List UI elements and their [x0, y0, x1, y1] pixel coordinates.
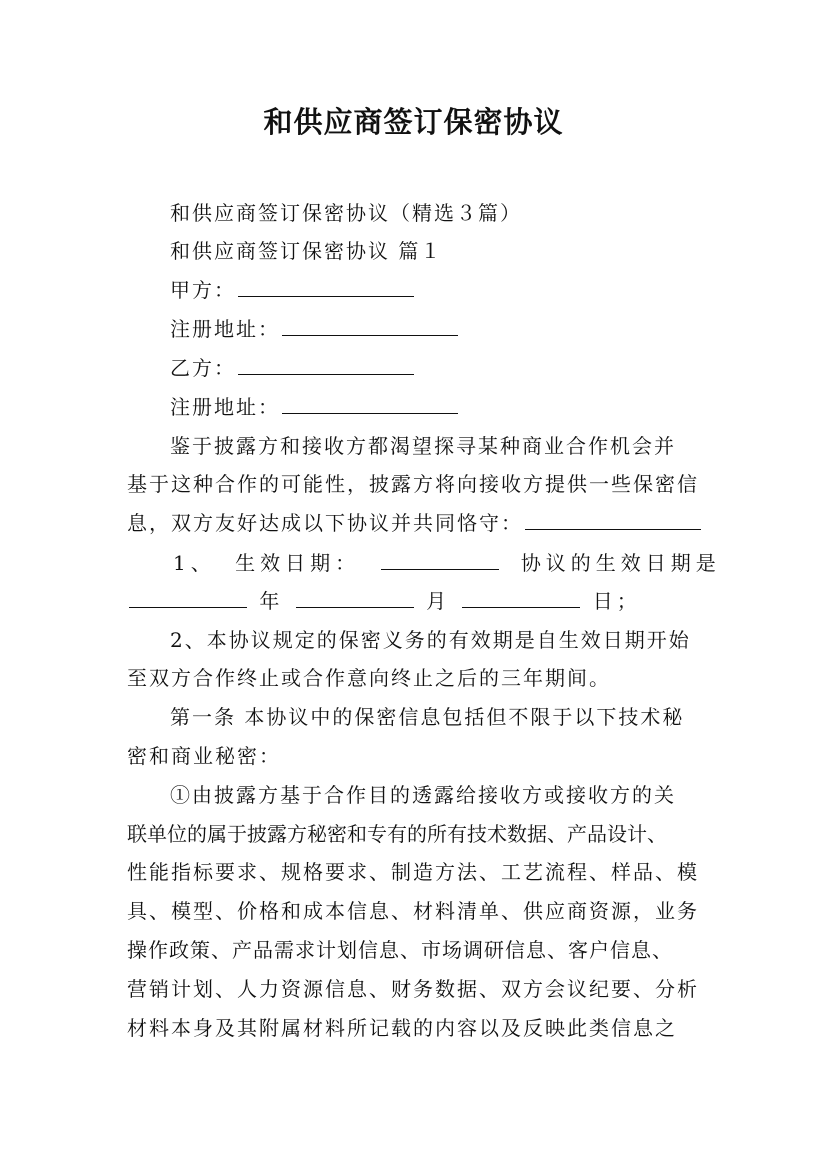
item1-line2: 联单位的属于披露方秘密和专有的所有技术数据、产品设计、 [127, 822, 667, 846]
para1-line2: 基于这种合作的可能性，披露方将向接收方提供一些保密信 [127, 472, 699, 496]
article1-line1: 第一条 本协议中的保密信息包括但不限于以下技术秘 [170, 705, 685, 729]
para2-line1: 2、本协议规定的保密义务的有效期是自生效日期开始 [170, 628, 691, 652]
reg-addr-b-blank [282, 391, 458, 414]
item1-line4: 具、模型、价格和成本信息、材料清单、供应商资源，业务 [127, 899, 699, 923]
day-blank [462, 585, 580, 608]
party-a-blank [238, 274, 414, 297]
year-blank [129, 585, 247, 608]
para1-line3 [127, 504, 707, 542]
item1-line3: 性能指标要求、规格要求、制造方法、工艺流程、样品、模 [127, 860, 699, 884]
reg-addr-a-label: 注册地址： [170, 317, 280, 341]
party-b-label: 乙方： [170, 356, 236, 380]
item1-line6: 营销计划、人力资源信息、财务数据、双方会议纪要、分析 [127, 977, 699, 1001]
reg-addr-a-blank [282, 313, 458, 336]
party-a-label: 甲方： [170, 278, 236, 302]
effective-mid: 协议的生效日期是 [520, 551, 721, 575]
year-label: 年 [259, 589, 284, 613]
party-a-field [170, 271, 750, 309]
month-label: 月 [426, 589, 451, 613]
para1-line1: 鉴于披露方和接收方都渴望探寻某种商业合作机会并 [170, 434, 676, 458]
reg-addr-a-field [170, 310, 750, 348]
effective-date-blank [381, 547, 499, 570]
para1-blank [525, 507, 701, 530]
reg-addr-b-field [170, 388, 750, 426]
item1-line1: ①由披露方基于合作目的透露给接收方或接收方的关 [170, 783, 676, 807]
para1-line3-text: 息，双方友好达成以下协议并共同恪守： [127, 511, 523, 535]
effective-lead: 1、 生效日期： [173, 551, 361, 575]
subtitle: 和供应商签订保密协议（精选３篇） [170, 201, 522, 225]
day-label: 日； [592, 589, 641, 613]
item1-line7: 材料本身及其附属材料所记载的内容以及反映此类信息之 [127, 1016, 677, 1040]
part-heading: 和供应商签订保密协议 篇１ [170, 239, 443, 263]
party-b-field [170, 349, 750, 387]
month-blank [296, 585, 414, 608]
para2-line2: 至双方合作终止或合作意向终止之后的三年期间。 [127, 666, 611, 690]
item1-line5: 操作政策、产品需求计划信息、市场调研信息、客户信息、 [127, 938, 673, 962]
effective-date-line1 [173, 544, 753, 582]
reg-addr-b-label: 注册地址： [170, 395, 280, 419]
article1-line2: 密和商业秘密： [127, 744, 281, 768]
document-title: 和供应商签订保密协议 [263, 105, 564, 139]
effective-date-line2 [127, 582, 707, 620]
party-b-blank [238, 352, 414, 375]
